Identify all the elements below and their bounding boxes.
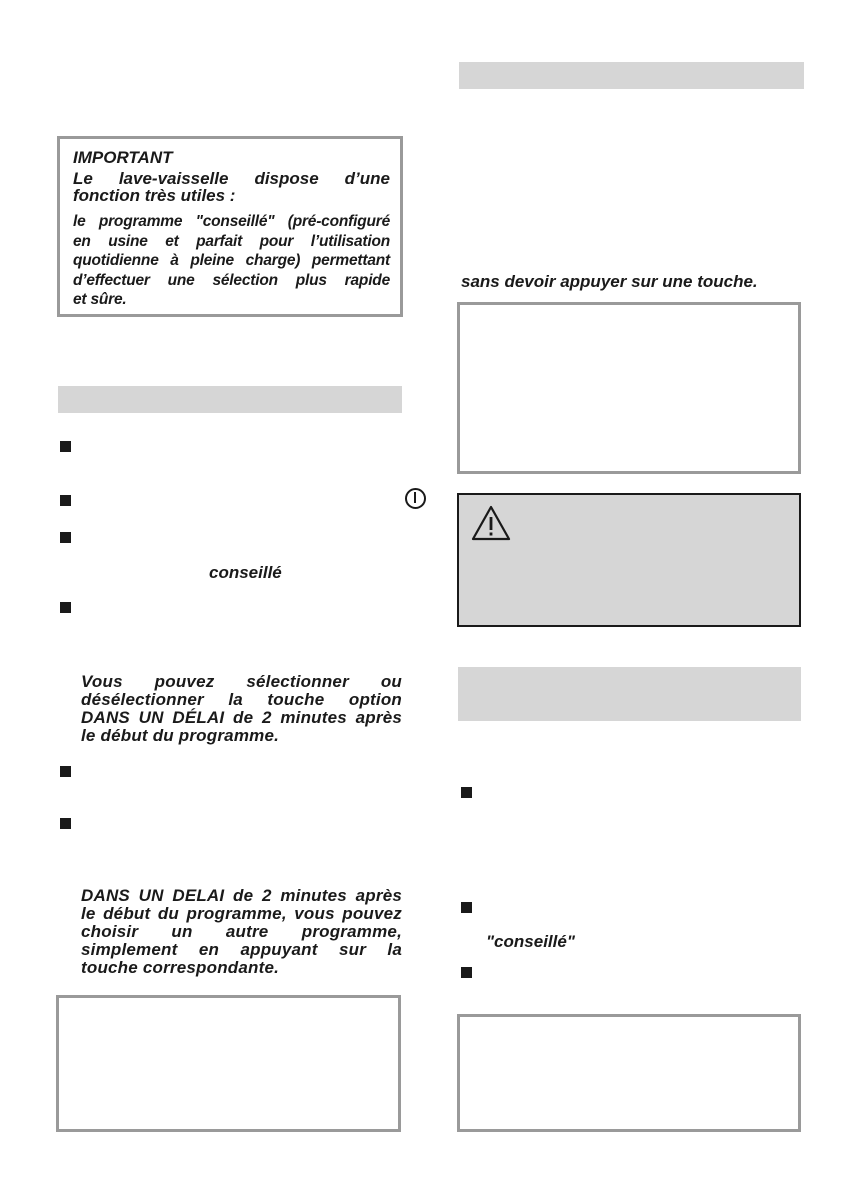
option-delay-note xyxy=(81,673,402,745)
section-header-bar-right-top xyxy=(459,62,804,89)
conseille-quoted-label: "conseillé" xyxy=(486,932,575,951)
important-detail xyxy=(73,212,390,310)
program-change-note-line-1: DANS UN DELAI de 2 minutes après xyxy=(81,886,402,905)
option-delay-note-line-4: le début du programme. xyxy=(81,726,280,745)
square-bullet-icon xyxy=(60,441,71,452)
important-detail-line-5: et sûre. xyxy=(73,291,127,308)
important-detail-line-2: en usine et parfait pour l’utilisation xyxy=(73,232,390,250)
program-change-note-line-2: le début du programme, vous pouvez xyxy=(81,904,402,923)
info-box-bottom-right xyxy=(457,1014,801,1132)
program-change-note-line-5: touche correspondante. xyxy=(81,958,280,977)
square-bullet-icon xyxy=(60,532,71,543)
warning-box xyxy=(457,493,801,627)
important-intro-line-1: Le lave-vaisselle dispose d’une xyxy=(73,169,390,188)
square-bullet-icon xyxy=(60,766,71,777)
square-bullet-icon xyxy=(461,967,472,978)
important-detail-line-1: le programme "conseillé" (pré-configuré xyxy=(73,213,390,230)
important-detail-line-3: quotidienne à pleine charge) permettant xyxy=(73,252,390,269)
square-bullet-icon xyxy=(461,787,472,798)
square-bullet-icon xyxy=(60,602,71,613)
option-delay-note-line-2: désélectionner la touche option xyxy=(81,690,402,709)
square-bullet-icon xyxy=(60,495,71,506)
square-bullet-icon xyxy=(60,818,71,829)
important-detail-line-4: d’effectuer une sélection plus rapide xyxy=(73,271,390,289)
square-bullet-icon xyxy=(461,902,472,913)
program-change-note-line-3: choisir un autre programme, xyxy=(81,922,402,941)
warning-triangle-icon xyxy=(470,504,512,542)
conseille-label: conseillé xyxy=(209,563,282,582)
important-intro xyxy=(73,170,390,204)
option-delay-note-line-1: Vous pouvez sélectionner ou xyxy=(81,672,402,691)
info-box-right-middle xyxy=(457,302,801,474)
no-key-press-text: sans devoir appuyer sur une touche. xyxy=(461,272,758,291)
section-header-bar-right xyxy=(458,667,801,721)
program-change-note xyxy=(81,887,402,977)
program-change-note-line-4: simplement en appuyant sur la xyxy=(81,940,402,959)
option-delay-note-line-3: DANS UN DÉLAI de 2 minutes après xyxy=(81,708,402,727)
info-box-bottom-left xyxy=(56,995,401,1132)
important-intro-line-2: fonction très utiles : xyxy=(73,186,236,205)
power-icon xyxy=(405,488,426,509)
section-header-bar-left xyxy=(58,386,402,413)
important-box xyxy=(57,136,403,317)
important-heading: IMPORTANT xyxy=(73,148,173,167)
